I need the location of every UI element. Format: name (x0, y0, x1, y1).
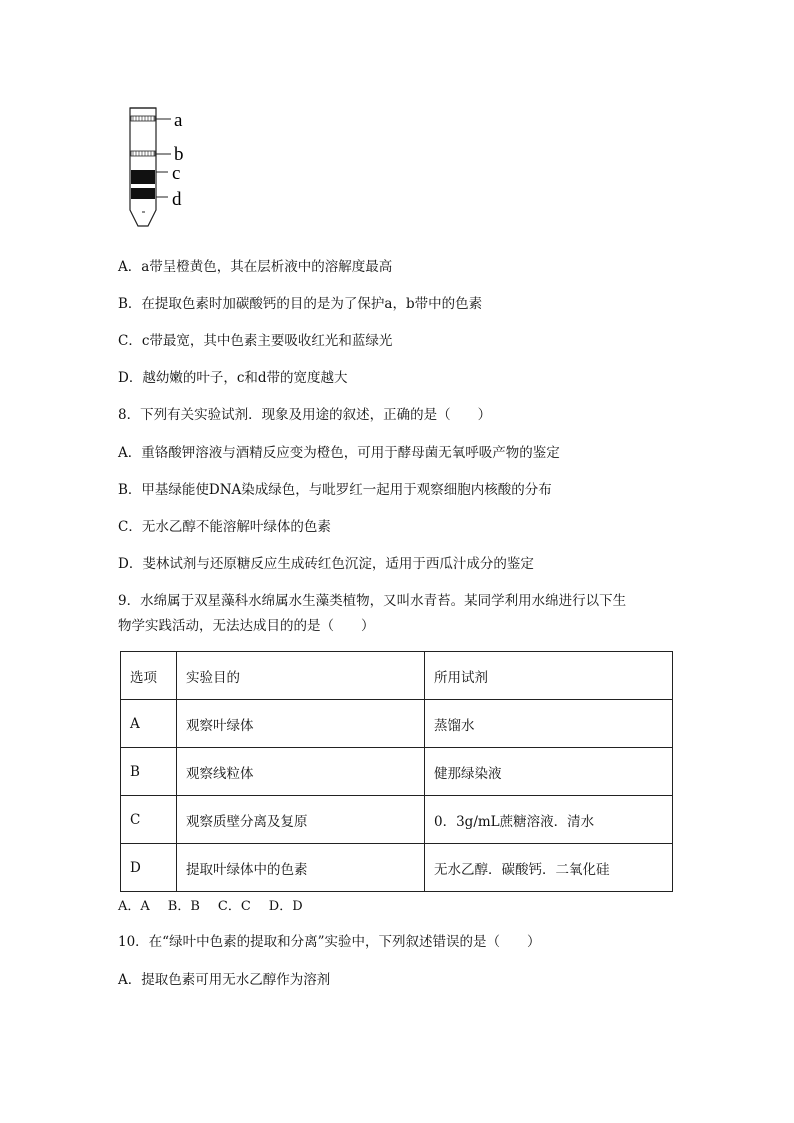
q8-option-a: A．重铬酸钾溶液与酒精反应变为橙色，可用于酵母菌无氧呼吸产物的鉴定 (118, 445, 560, 461)
table-cell: 观察叶绿体 (177, 700, 425, 748)
band-b (131, 151, 155, 156)
q7-option-c: C．c带最宽，其中色素主要吸收红光和蓝绿光 (118, 333, 393, 349)
q9-stem-line2: 物学实践活动，无法达成目的的是（ ） (118, 618, 375, 634)
table-cell: A (121, 700, 177, 748)
table-cell: 蒸馏水 (425, 700, 673, 748)
table-cell: B (121, 748, 177, 796)
table-cell: 观察线粒体 (177, 748, 425, 796)
q9-table (120, 651, 673, 892)
table-cell: 无水乙醇．碳酸钙．二氧化硅 (425, 844, 673, 892)
label-d: d (172, 189, 182, 210)
label-c: c (172, 163, 181, 184)
table-row (121, 844, 673, 892)
q9-choice-a: A．A (118, 899, 150, 914)
q7-option-d: D．越幼嫩的叶子，c和d带的宽度越大 (118, 370, 348, 386)
table-cell: 观察质壁分离及复原 (177, 796, 425, 844)
table-row (121, 796, 673, 844)
table-cell: C (121, 796, 177, 844)
table-header-row (121, 652, 673, 700)
table-cell: 提取叶绿体中的色素 (177, 844, 425, 892)
q7-option-b: B．在提取色素时加碳酸钙的目的是为了保护a，b带中的色素 (118, 296, 483, 312)
q10-option-a: A．提取色素可用无水乙醇作为溶剂 (118, 972, 331, 988)
q7-option-a: A．a带呈橙黄色，其在层析液中的溶解度最高 (118, 259, 393, 275)
q9-choice-b: B．B (167, 899, 200, 914)
table-header-cell: 实验目的 (177, 652, 425, 700)
table-cell: 健那绿染液 (425, 748, 673, 796)
table-row (121, 748, 673, 796)
band-c (131, 170, 155, 184)
table-cell: D (121, 844, 177, 892)
band-a (131, 116, 155, 121)
chromatography-tube-diagram (118, 100, 218, 235)
q9-choice-d: D．D (268, 899, 303, 914)
q10-stem: 10．在“绿叶中色素的提取和分离”实验中，下列叙述错误的是（ ） (118, 934, 541, 950)
label-a: a (174, 110, 183, 131)
q9-choice-c: C．C (217, 899, 251, 914)
q8-option-d: D．斐林试剂与还原糖反应生成砖红色沉淀，适用于西瓜汁成分的鉴定 (118, 556, 534, 572)
table-header-cell: 选项 (121, 652, 177, 700)
label-b: b (174, 144, 184, 165)
q9-stem-line1: 9．水绵属于双星藻科水绵属水生藻类植物，又叫水青苔。某同学利用水绵进行以下生 (118, 593, 627, 609)
band-d (131, 188, 155, 199)
q8-option-c: C．无水乙醇不能溶解叶绿体的色素 (118, 519, 331, 535)
tube-outline (130, 108, 156, 226)
table-row (121, 700, 673, 748)
q8-option-b: B．甲基绿能使DNA染成绿色，与吡罗红一起用于观察细胞内核酸的分布 (118, 482, 552, 498)
table-header-cell: 所用试剂 (425, 652, 673, 700)
q8-stem: 8．下列有关实验试剂．现象及用途的叙述，正确的是（ ） (118, 407, 492, 423)
table-cell: 0．3g/mL蔗糖溶液．清水 (425, 796, 673, 844)
q9-choices (118, 898, 321, 916)
